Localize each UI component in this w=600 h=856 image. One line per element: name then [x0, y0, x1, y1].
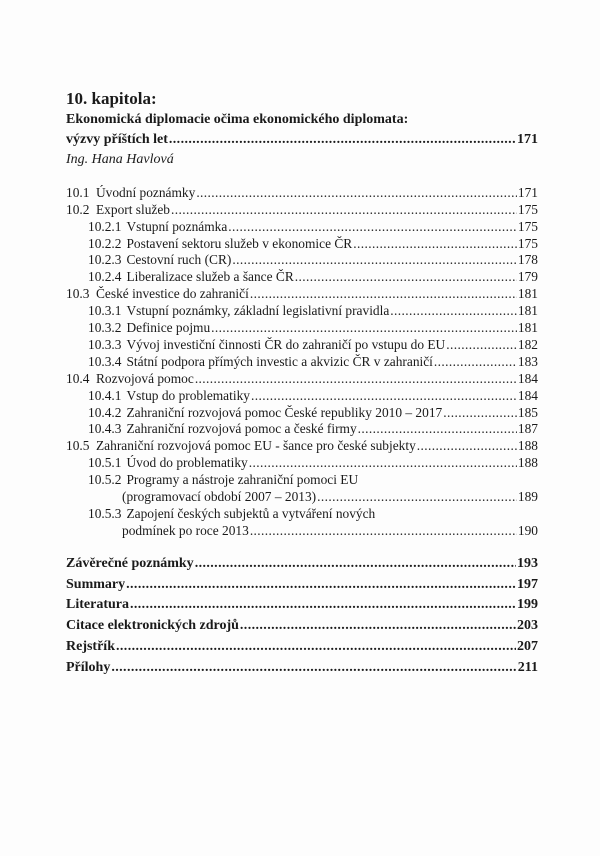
entry-number: 10.3.1	[88, 303, 122, 319]
page-number: 178	[517, 252, 538, 268]
leader-dots	[249, 455, 517, 472]
entry-title: Vstup do problematiky	[126, 387, 250, 403]
entry-title: Summary	[66, 576, 126, 592]
entry-title: Zahraniční rozvojová pomoc a české firmy	[126, 421, 357, 437]
page-number: 179	[517, 269, 538, 285]
toc-entry	[66, 506, 538, 523]
entry-number: 10.3.3	[88, 336, 122, 352]
toc-entry	[66, 472, 538, 489]
toc-entry	[66, 202, 538, 219]
entry-title: Liberalizace služeb a šance ČR	[126, 269, 294, 285]
page-number: 203	[517, 618, 538, 634]
page-number: 181	[517, 286, 538, 302]
leader-dots	[195, 554, 516, 575]
entry-number: 10.1	[66, 184, 90, 200]
entry-title: Úvod do problematiky	[126, 455, 248, 471]
toc-entry	[66, 303, 538, 320]
entry-title: Literatura	[66, 597, 129, 613]
leader-dots	[111, 658, 516, 679]
table-of-contents	[66, 88, 538, 679]
entry-title: Cestovní ruch (CR)	[126, 252, 232, 268]
entry-title: Vývoj investiční činnosti ČR do zahraničí po vstupu do EU	[126, 336, 446, 352]
leader-dots	[130, 595, 516, 616]
page-number: 188	[517, 438, 538, 454]
entry-number: 10.2.1	[88, 218, 122, 234]
entry-number: 10.5.2	[88, 472, 122, 488]
page-number: 171	[517, 132, 538, 147]
entry-title: Zahraniční rozvojová pomoc EU - šance pro české subjekty	[96, 438, 416, 454]
toc-entry	[66, 337, 538, 354]
entry-title-continued: podmínek po roce 2013	[122, 522, 249, 538]
entry-number: 10.4.3	[88, 421, 122, 437]
toc-entry	[66, 405, 538, 422]
entry-number: 10.5	[66, 438, 90, 454]
entry-number: 10.4.1	[88, 387, 122, 403]
back-matter-entry	[66, 554, 538, 575]
entry-number: 10.4	[66, 370, 90, 386]
entry-title: Úvodní poznámky	[96, 184, 196, 200]
entry-number: 10.2.2	[88, 235, 122, 251]
page-number: 190	[517, 522, 538, 538]
entry-number: 10.2	[66, 201, 90, 217]
leader-dots	[317, 489, 517, 506]
page-number: 182	[517, 336, 538, 352]
page-number: 199	[517, 597, 538, 613]
entry-number: 10.3	[66, 286, 90, 302]
leader-dots	[240, 616, 516, 637]
page-number: 207	[517, 639, 538, 655]
leader-dots	[116, 637, 516, 658]
entry-title: Přílohy	[66, 659, 111, 675]
page-number: 193	[517, 555, 538, 571]
leader-dots	[434, 354, 517, 371]
page-number: 197	[517, 576, 538, 592]
entry-title: Státní podpora přímých investic a akvizic ČR v zahraničí	[126, 353, 433, 369]
toc-entry	[66, 371, 538, 388]
entry-number: 10.4.2	[88, 404, 122, 420]
leader-dots	[169, 130, 516, 151]
leader-dots	[353, 236, 517, 253]
leader-dots	[126, 575, 516, 596]
toc-entry	[66, 219, 538, 236]
toc-entry-continuation	[66, 489, 538, 506]
entry-title: Závěrečné poznámky	[66, 555, 194, 571]
leader-dots	[417, 438, 517, 455]
leader-dots	[358, 421, 517, 438]
leader-dots	[211, 320, 517, 337]
toc-entry	[66, 185, 538, 202]
leader-dots	[251, 388, 517, 405]
page-number: 181	[517, 303, 538, 319]
entry-title: Export služeb	[96, 201, 171, 217]
back-matter-entries	[66, 554, 538, 679]
toc-entry	[66, 354, 538, 371]
entry-title: Zahraniční rozvojová pomoc České republiky 2010 – 2017	[126, 404, 443, 420]
entry-number: 10.2.4	[88, 269, 122, 285]
page-number: 181	[517, 320, 538, 336]
entry-number: 10.2.3	[88, 252, 122, 268]
toc-entry-continuation	[66, 523, 538, 540]
toc-entries	[66, 185, 538, 540]
chapter-label: 10. kapitola:	[66, 89, 157, 108]
entry-title-continued: (programovací období 2007 – 2013)	[122, 489, 317, 505]
entry-title: České investice do zahraničí	[96, 286, 249, 302]
leader-dots	[228, 219, 517, 236]
leader-dots	[171, 202, 517, 219]
back-matter-entry	[66, 658, 538, 679]
toc-entry	[66, 269, 538, 286]
page-number: 183	[517, 353, 538, 369]
page-number: 184	[517, 387, 538, 403]
leader-dots	[443, 405, 517, 422]
back-matter-entry	[66, 575, 538, 596]
entry-title: Citace elektronických zdrojů	[66, 618, 239, 634]
entry-title: Postavení sektoru služeb v ekonomice ČR	[126, 235, 353, 251]
leader-dots	[446, 337, 517, 354]
toc-entry	[66, 421, 538, 438]
entry-title: Vstupní poznámka	[126, 218, 228, 234]
leader-dots	[195, 371, 517, 388]
toc-entry	[66, 320, 538, 337]
page-number: 175	[517, 201, 538, 217]
entry-title: Definice pojmu	[126, 320, 211, 336]
leader-dots	[250, 286, 517, 303]
page-number: 175	[517, 235, 538, 251]
entry-title: Vstupní poznámky, základní legislativní pravidla	[126, 303, 390, 319]
page-number: 171	[517, 184, 538, 200]
page-number: 188	[517, 455, 538, 471]
leader-dots	[250, 523, 517, 540]
entry-title: Rejstřík	[66, 639, 115, 655]
back-matter-entry	[66, 595, 538, 616]
page-number: 185	[517, 404, 538, 420]
chapter-title-line2: výzvy příštích let	[66, 132, 168, 147]
entry-number: 10.3.4	[88, 353, 122, 369]
chapter-title-line1: Ekonomická diplomacie očima ekonomického diplomata:	[66, 112, 409, 127]
back-matter-entry	[66, 637, 538, 658]
toc-entry	[66, 388, 538, 405]
leader-dots	[295, 269, 517, 286]
leader-dots	[196, 185, 517, 202]
page-number: 189	[517, 489, 538, 505]
toc-entry	[66, 286, 538, 303]
chapter-author: Ing. Hana Havlová	[66, 151, 174, 167]
leader-dots	[232, 252, 517, 269]
entry-title: Programy a nástroje zahraniční pomoci EU	[126, 472, 359, 488]
page-number: 187	[517, 421, 538, 437]
toc-entry	[66, 236, 538, 253]
entry-title: Rozvojová pomoc	[96, 370, 194, 386]
entry-number: 10.3.2	[88, 320, 122, 336]
entry-number: 10.5.1	[88, 455, 122, 471]
leader-dots	[390, 303, 517, 320]
back-matter-entry	[66, 616, 538, 637]
toc-entry	[66, 252, 538, 269]
entry-title: Zapojení českých subjektů a vytváření nových	[126, 506, 376, 522]
page-number: 175	[517, 218, 538, 234]
entry-number: 10.5.3	[88, 506, 122, 522]
chapter-title-row	[66, 130, 538, 151]
toc-entry	[66, 438, 538, 455]
page-number: 184	[517, 370, 538, 386]
toc-entry	[66, 455, 538, 472]
page-number: 211	[517, 659, 538, 675]
